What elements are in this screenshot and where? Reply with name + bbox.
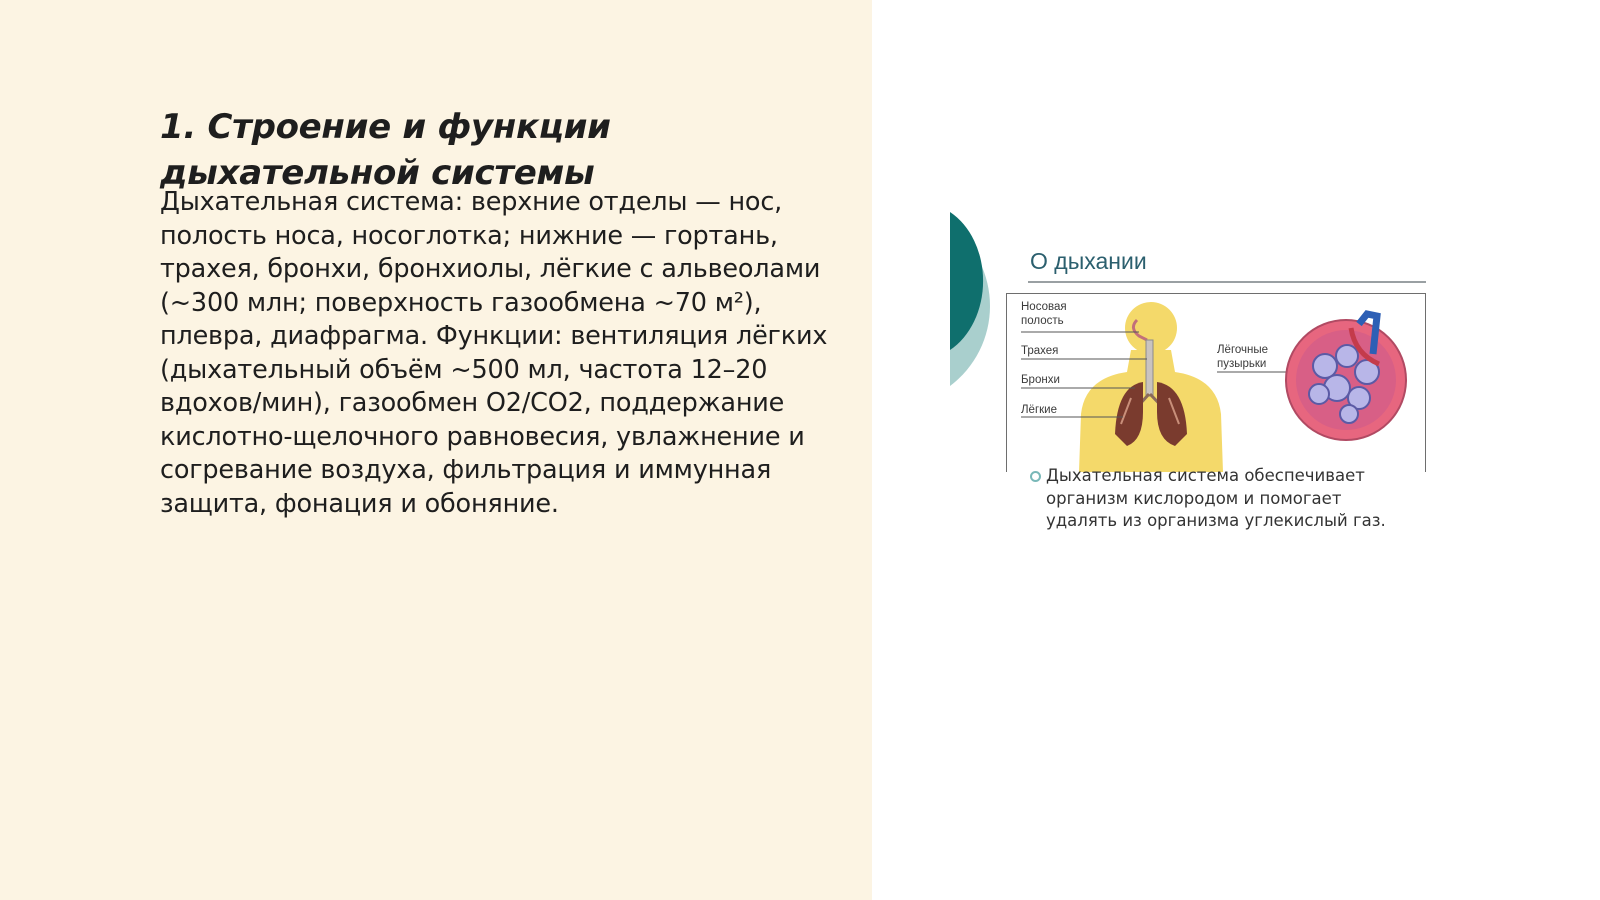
label-bronchi: Бронхи — [1021, 374, 1060, 386]
label-alveoli: Лёгочные пузырьки — [1217, 344, 1269, 370]
figure-caption: Дыхательная система обеспечивает организм кислородом и помогает удалять из организма углекислый газ. — [1046, 466, 1386, 530]
label-nasal-cavity: Носовая полость — [1021, 301, 1067, 327]
slide-title: 1. Строение и функции дыхательной системы — [160, 107, 611, 193]
slide-body-text: Дыхательная система: верхние отделы — нос, полость носа, носоглотка; нижние — гортань, трахея, бронхи, бронхиолы, лёгкие с альвеолами (~300 млн; поверхность газообмена ~70 м²), плевра, диафрагма. Функции: вентиляция лёгких (дыхательный объём ~500 мл, частота 12–20 вдохов/мин), газообмен O2/CO2, поддержание кислотно-щелочного равновесия, увлажнение и согревание воздуха, фильтрация и иммунная защита, фонация и обоняние. — [160, 187, 828, 519]
respiratory-illustration — [1006, 293, 1426, 472]
figure-divider — [1028, 281, 1426, 283]
bullet-circle-icon — [1030, 471, 1041, 482]
label-trachea: Трахея — [1021, 345, 1059, 357]
label-lungs: Лёгкие — [1021, 404, 1057, 416]
figure-title: О дыхании — [1030, 248, 1147, 274]
respiration-figure — [950, 212, 1430, 562]
